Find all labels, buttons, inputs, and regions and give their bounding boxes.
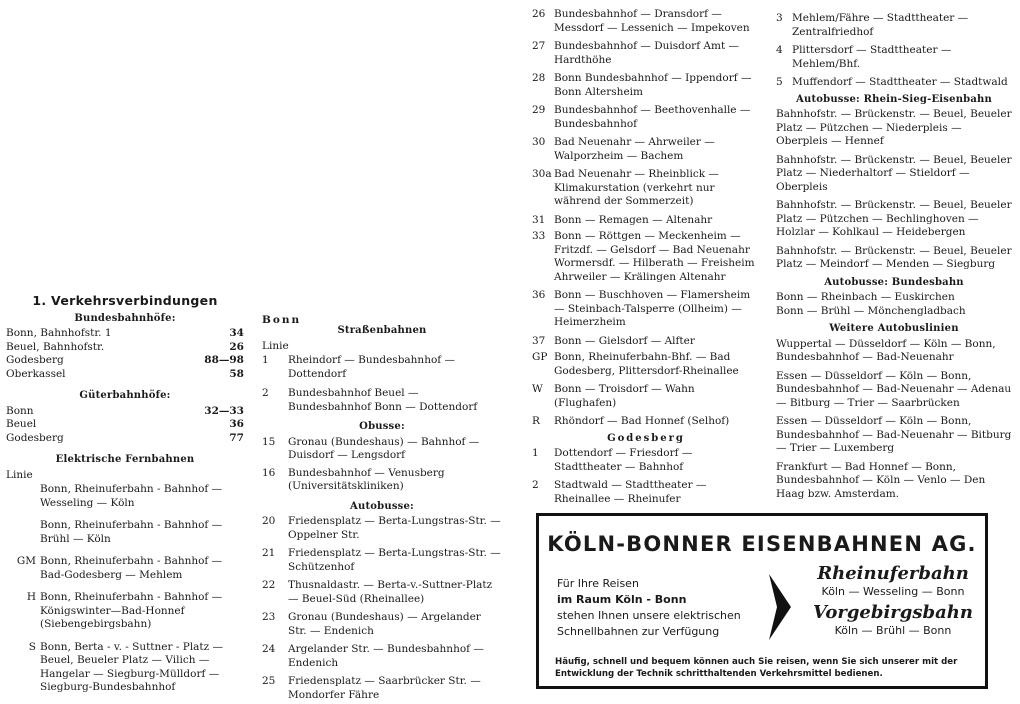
ad-title: KÖLN-BONNER EISENBAHNEN AG. bbox=[547, 532, 977, 556]
autobus-route: 24 Argelander Str. — Bundesbahnhof — Endenich bbox=[262, 643, 484, 669]
autobus-route: 22 Thusnaldastr. — Berta-v.-Suttner-Platz — Beuel-Süd (Rheinallee) bbox=[262, 579, 493, 605]
rsb-route: Bahnhofstr. — Brückenstr. — Beuel, Beueler Platz — Pützchen — Bechlinghoven — Holzlar — Kohlkaul — Heidebergen bbox=[776, 199, 1012, 238]
rsb-route: Bahnhofstr. — Brückenstr. — Beuel, Beueler Platz — Meindorf — Menden — Siegburg bbox=[776, 244, 1012, 270]
autobus-route: 21 Friedensplatz — Berta-Lungstras-Str. — Schützenhof bbox=[262, 547, 501, 573]
bundesbahn-heading: Autobusse: Bundesbahn bbox=[824, 276, 964, 288]
bahnhoefe-list bbox=[6, 327, 244, 381]
weitere-route: Wuppertal — Düsseldorf — Köln — Bonn, Bundesbahnhof — Bad-Neuenahr bbox=[776, 337, 996, 363]
autobus-route: 20 Friedensplatz — Berta-Lungstras-Str. — Oppelner Str. bbox=[262, 515, 501, 541]
route-entry: 37 Bonn — Gielsdorf — Alfter bbox=[532, 334, 695, 347]
ad-line: Schnellbahnen zur Verfügung bbox=[557, 625, 720, 638]
strassenbahnen-heading: Straßenbahnen bbox=[337, 325, 427, 336]
column-2 bbox=[262, 314, 502, 704]
autobus-route: 25 Friedensplatz — Saarbrücker Str. — Mondorfer Fähre bbox=[262, 675, 481, 701]
autobusse-heading: Autobusse: bbox=[350, 500, 414, 512]
route-entry: GP Bonn, Rheinuferbahn-Bhf. — Bad Godesberg, Plittersdorf-Rheinallee bbox=[532, 351, 739, 377]
section-title: 1. Verkehrsverbindungen bbox=[32, 293, 218, 308]
fernbahn-route: S Bonn, Berta - v. - Suttner - Platz — Beuel, Beueler Platz — Vilich — Hangelar — Siegburg-Mülldorf — Siegburg-Bundesbahnhof bbox=[28, 640, 224, 693]
rsb-route: Bahnhofstr. — Brückenstr. — Beuel, Beueler Platz — Niederhaltorf — Stieldorf — Oberpleis bbox=[776, 153, 1012, 193]
fernbahn-route: H Bonn, Rheinuferbahn - Bahnhof — Königswinter—Bad-Honnef (Siebengebirgsbahn) bbox=[26, 591, 223, 630]
gueter-row: Bonn 32—33 bbox=[6, 404, 244, 417]
obus-route: 15 Gronau (Bundeshaus) — Bahnhof — Duisdorf — Lengsdorf bbox=[262, 435, 480, 461]
rsb-route: Bahnhofstr. — Brückenstr. — Beuel, Beueler Platz — Pützchen — Niederpleis — Oberpleis — Hennef bbox=[776, 108, 1012, 147]
bahnhof-row: Oberkassel 58 bbox=[6, 367, 244, 380]
bahnhoefe-heading: Bundesbahnhöfe: bbox=[74, 312, 176, 324]
gueter-list bbox=[6, 405, 244, 446]
obusse-heading: Obusse: bbox=[359, 421, 405, 432]
gueter-heading: Güterbahnhöfe: bbox=[79, 390, 171, 401]
arrow-right-icon bbox=[767, 572, 793, 642]
strassenbahn-route: 1 Rheindorf — Bundesbahnhof — Dottendorf bbox=[262, 354, 456, 380]
weitere-route: Essen — Düsseldorf — Köln — Bonn, Bundesbahnhof — Bad-Neuenahr — Bitburg — Trier — Luxemberg bbox=[776, 415, 1012, 454]
bahnhof-row: Bonn, Bahnhofstr. 1 34 bbox=[6, 327, 244, 339]
route-entry: 33 Bonn — Röttgen — Meckenheim — Fritzdf. — Gelsdorf — Bad Neuenahr Wormersdf. — Hilberath — Freisheim Ahrweiler — Krälingen Altenahr bbox=[532, 230, 755, 283]
rsb-heading: Autobusse: Rhein-Sieg-Eisenbahn bbox=[796, 93, 992, 105]
obus-route: 16 Bundesbahnhof — Venusberg (Universitätskliniken) bbox=[262, 466, 445, 492]
ad-line: Für Ihre Reisen bbox=[557, 577, 639, 590]
column-4 bbox=[776, 12, 1012, 501]
gueter-row: Beuel 36 bbox=[6, 418, 244, 430]
fernbahn-route: GM Bonn, Rheinuferbahn - Bahnhof — Bad-Godesberg — Mehlem bbox=[16, 555, 223, 581]
fernbahnen-heading: Elektrische Fernbahnen bbox=[55, 454, 195, 465]
fernbahn-route: Bonn, Rheinuferbahn - Bahnhof — Wesseling — Köln bbox=[40, 483, 223, 509]
column-3 bbox=[532, 8, 760, 508]
route-entry: 29 Bundesbahnhof — Beethovenhalle — Bundesbahnhof bbox=[532, 104, 751, 130]
weitere-route: Essen — Düsseldorf — Köln — Bonn, Bundesbahnhof — Bad-Neuenahr — Adenau — Bitburg — Trier — Saarbrücken bbox=[776, 369, 1012, 409]
brand-vorgebirgsbahn-route: Köln — Brühl — Bonn bbox=[834, 624, 952, 637]
bahnhof-row: Beuel, Bahnhofstr. 26 bbox=[6, 340, 244, 353]
weitere-route: Frankfurt — Bad Honnef — Bonn, Bundesbahnhof — Köln — Venlo — Den Haag bzw. Amsterdam. bbox=[776, 460, 986, 500]
linie-label: Linie bbox=[262, 339, 289, 352]
route-entry: 30a Bad Neuenahr — Rheinblick — Klimakurstation (verkehrt nur während der Sommerzeit) bbox=[532, 168, 719, 207]
gueter-row: Godesberg 77 bbox=[6, 431, 244, 444]
bb-route: Bonn — Rheinbach — Euskirchen bbox=[776, 291, 955, 303]
route-entry: W Bonn — Troisdorf — Wahn (Flughafen) bbox=[532, 383, 695, 409]
godesberg-heading: Godesberg bbox=[607, 432, 685, 444]
godesberg-route: 5 Muffendorf — Stadttheater — Stadtwald bbox=[776, 76, 1008, 88]
godesberg-route: 3 Mehlem/Fähre — Stadttheater — Zentralfriedhof bbox=[776, 12, 969, 38]
route-entry: 27 Bundesbahnhof — Duisdorf Amt — Hardthöhe bbox=[532, 40, 740, 66]
fernbahn-route: Bonn, Rheinuferbahn - Bahnhof — Brühl — Köln bbox=[40, 519, 223, 545]
ad-text bbox=[557, 576, 787, 640]
column-1 bbox=[6, 294, 244, 697]
route-entry: 28 Bonn Bundesbahnhof — Ippendorf — Bonn Altersheim bbox=[532, 72, 752, 98]
ad-line: stehen Ihnen unsere elektrischen bbox=[557, 609, 741, 622]
ad-line: im Raum Köln - Bonn bbox=[557, 593, 687, 606]
ad-footer: Häufig, schnell und bequem können auch Sie reisen, wenn Sie sich unserer mit der Entwicklung der Technik schritthaltenden Verkehrsmittel bedienen. bbox=[555, 657, 958, 679]
godesberg-route: 1 Dottendorf — Friesdorf — Stadttheater — Bahnhof bbox=[532, 447, 693, 473]
bahnhof-row: Godesberg 88—98 bbox=[6, 354, 244, 366]
route-entry: 36 Bonn — Buschhoven — Flamersheim — Steinbach-Talsperre (Ollheim) — Heimerzheim bbox=[532, 289, 751, 328]
linie-label: Linie bbox=[6, 468, 33, 481]
advertisement-box bbox=[536, 513, 988, 689]
route-entry: 31 Bonn — Remagen — Altenahr bbox=[532, 213, 713, 226]
brand-rheinuferbahn-route: Köln — Wesseling — Bonn bbox=[821, 585, 965, 598]
route-entry: 30 Bad Neuenahr — Ahrweiler — Walporzheim — Bachem bbox=[532, 136, 715, 162]
strassenbahn-route: 2 Bundesbahnhof Beuel — Bundesbahnhof Bonn — Dottendorf bbox=[262, 387, 478, 413]
brand-vorgebirgsbahn: Vorgebirgsbahn bbox=[813, 602, 973, 623]
route-entry: 26 Bundesbahnhof — Dransdorf — Messdorf — Lessenich — Impekoven bbox=[532, 8, 750, 34]
godesberg-route: 2 Stadtwald — Stadttheater — Rheinallee — Rheinufer bbox=[532, 479, 707, 505]
godesberg-route: 4 Plittersdorf — Stadttheater — Mehlem/Bhf. bbox=[776, 44, 952, 70]
weitere-heading: Weitere Autobuslinien bbox=[829, 323, 959, 334]
ad-brands bbox=[807, 564, 979, 642]
bb-route: Bonn — Brühl — Mönchengladbach bbox=[776, 304, 966, 317]
autobus-route: 23 Gronau (Bundeshaus) — Argelander Str. — Endenich bbox=[262, 611, 481, 637]
place-bonn: Bonn bbox=[262, 314, 302, 326]
brand-rheinuferbahn: Rheinuferbahn bbox=[817, 563, 969, 584]
route-entry: R Rhöndorf — Bad Honnef (Selhof) bbox=[532, 415, 730, 427]
